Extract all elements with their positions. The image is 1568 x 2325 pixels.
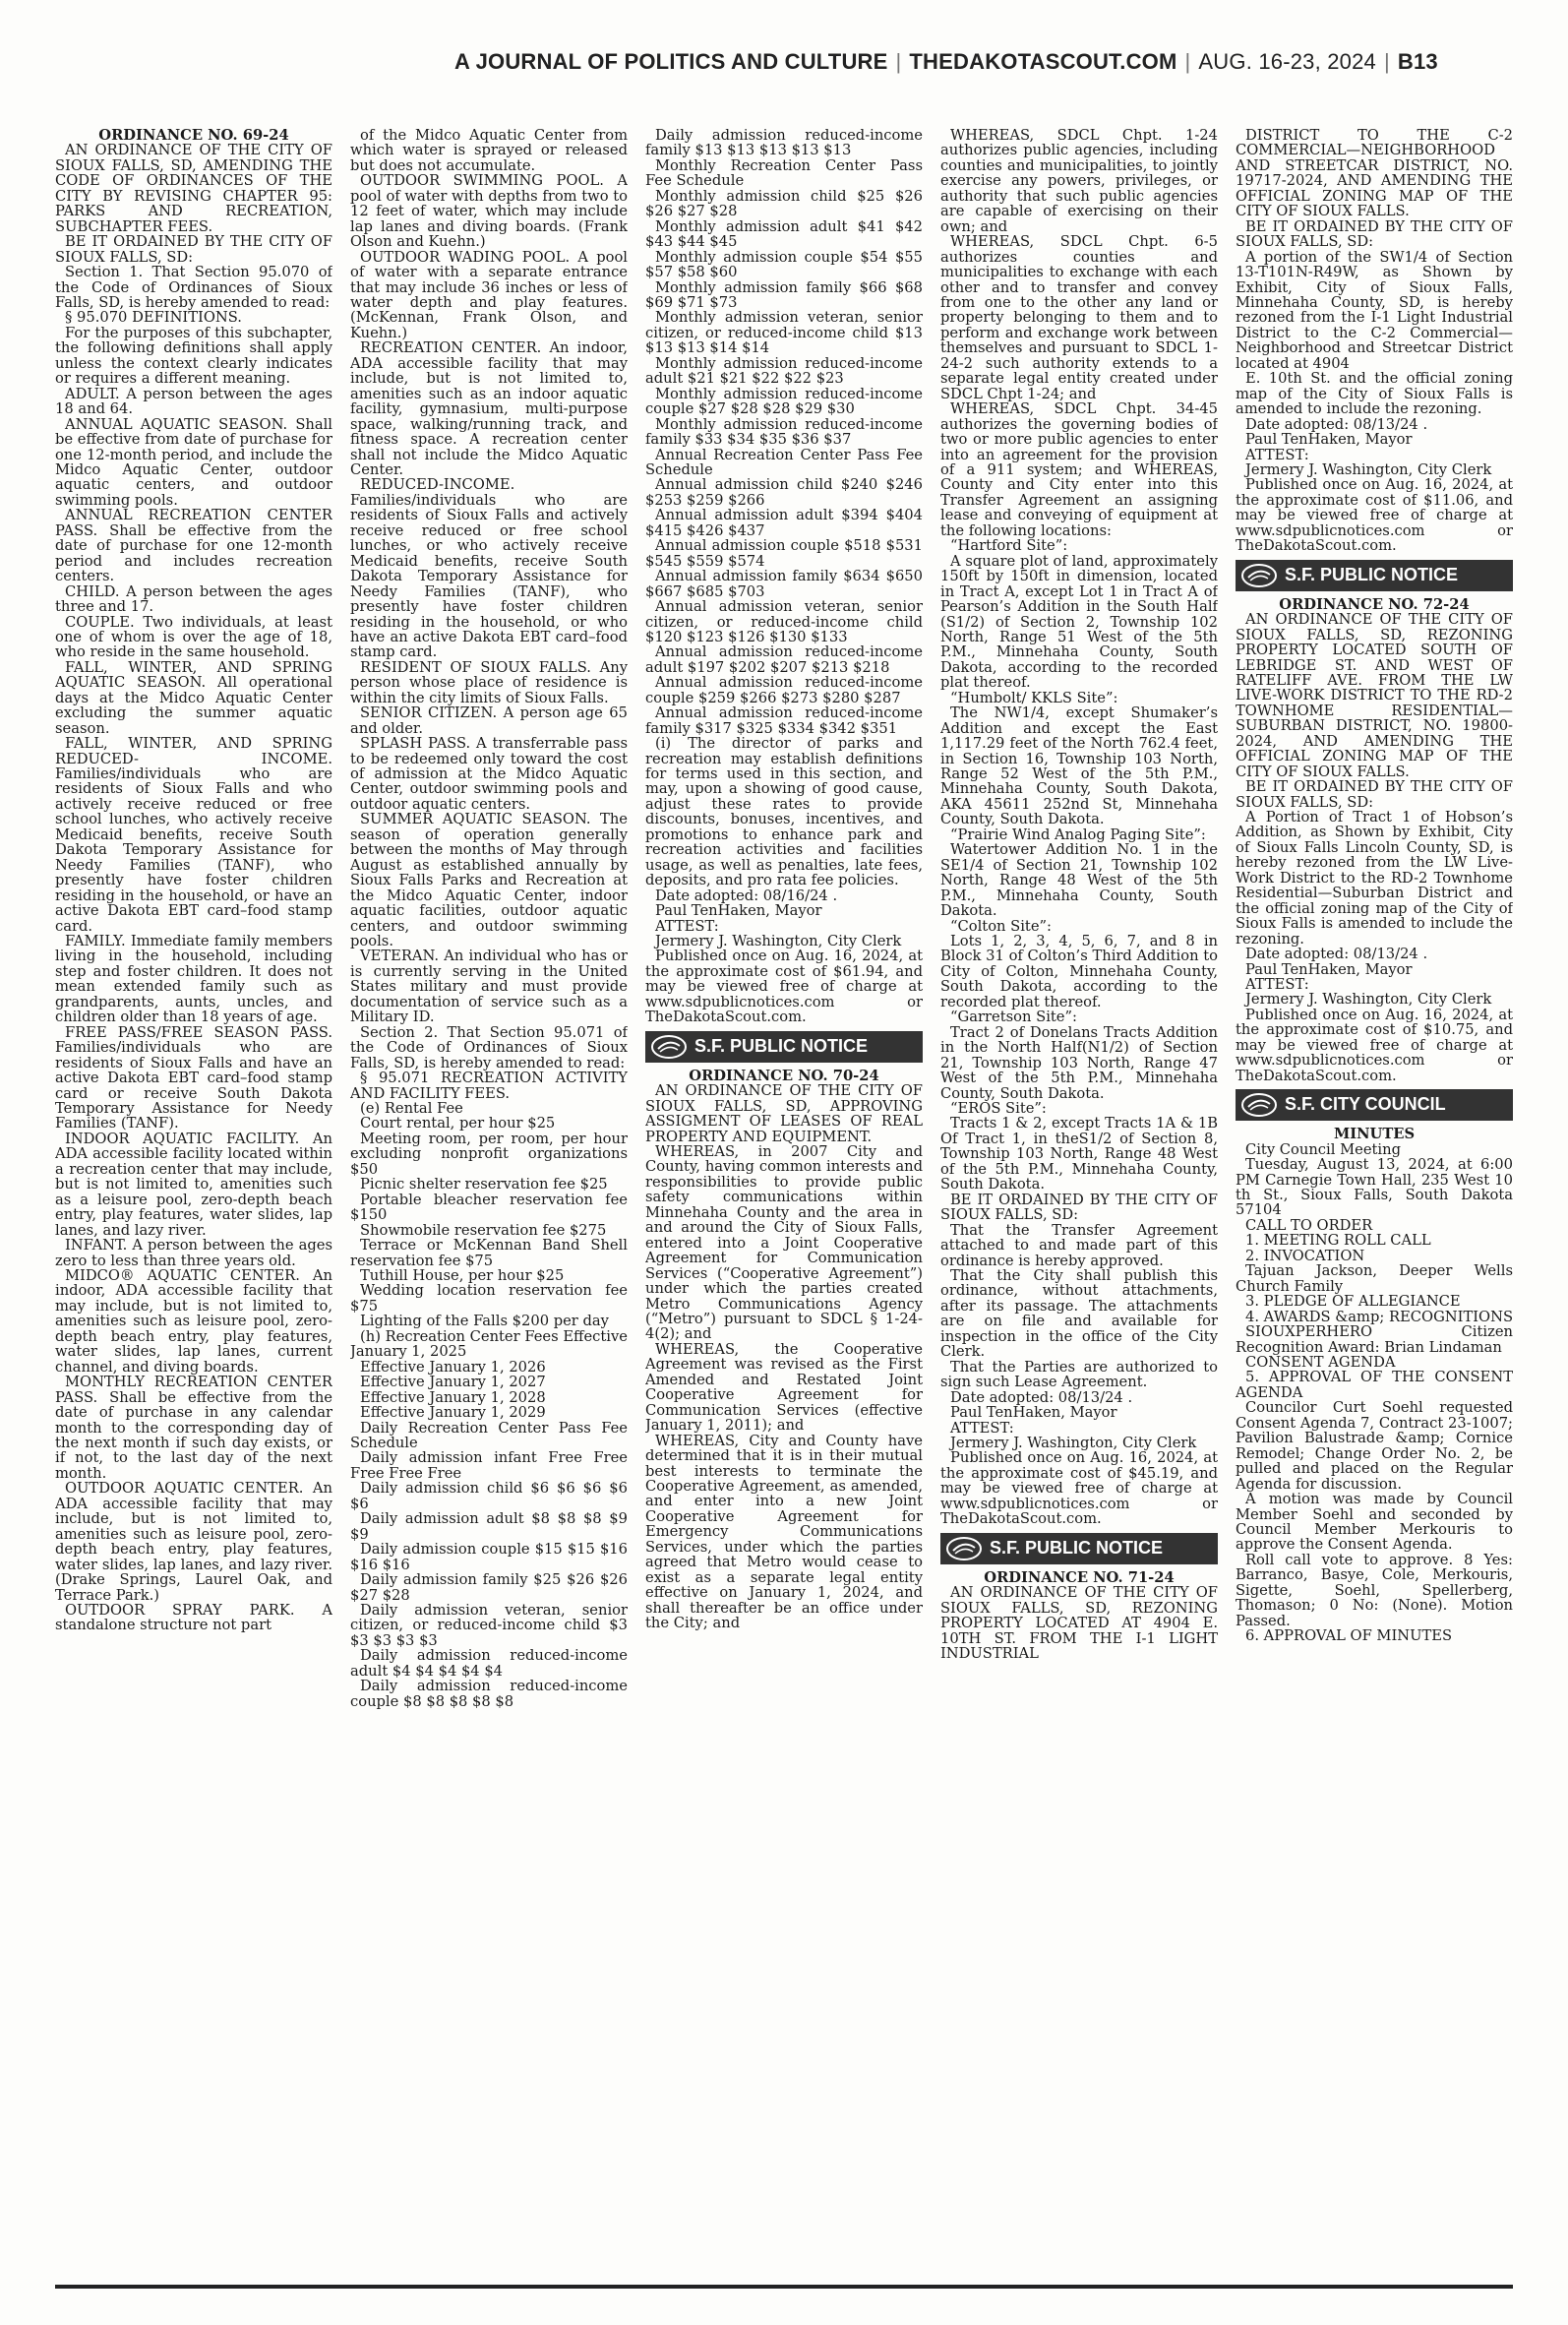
paragraph: SENIOR CITIZEN. A person age 65 and older. <box>350 704 628 737</box>
paragraph: Court rental, per hour $25 <box>360 1115 556 1132</box>
section-heading: ORDINANCE NO. 71-24 <box>984 1568 1175 1586</box>
page-number: B13 <box>1397 49 1438 74</box>
paragraph: Tuthill House, per hour $25 <box>360 1266 565 1284</box>
section-heading: MINUTES <box>1333 1126 1416 1143</box>
paragraph: The NW1/4, except Shumaker’s Addition and except the East 1,117.29 feet of the North 762.4 feet, in Section 16, Township 103 North, Range 52 West of the 5th P.M., Minnehaha County, South Dakota, AKA 45611 252nd St, Minnehaha County, South Dakota. <box>940 704 1218 828</box>
paragraph: Tract 2 of Donelans Tracts Addition in the North Half(N1/2) of Section 21, Township 103 North, Range 47 West of the 5th P.M., Minnehaha County, South Dakota. <box>940 1023 1218 1102</box>
paragraph: Lighting of the Falls $200 per day <box>360 1313 609 1330</box>
paragraph: CHILD. A person between the ages three and 17. <box>55 582 332 616</box>
paragraph: INDOOR AQUATIC FACILITY. An ADA accessible facility located within a recreation center that may include, but is not limited to, amenities such as a leisure pool, zero-depth beach entry, play features, water slides, lap lanes, and lazy river. <box>55 1130 332 1239</box>
paragraph: WHEREAS, SDCL Chpt. 6-5 authorizes counties and municipalities to exchange with each other and to transfer and convey from one to the other any land or property belonging to them and to perform and exchange work between themselves and pursuant to SDCL 1-24-2 such authority extends to a separate legal entity created under SDCL Chpt 1-24; and <box>940 233 1218 402</box>
paragraph: Date adopted: 08/16/24 . <box>655 887 838 904</box>
paragraph: For the purposes of this subchapter, the following definitions shall apply unless the context clearly indicates or requires a different meaning. <box>55 324 332 388</box>
paragraph: CALL TO ORDER <box>1245 1216 1373 1234</box>
paragraph: Councilor Curt Soehl requested Consent Agenda 7, Contract 23-1007; Pavilion Balustrade &amp; Cornice Remodel; Change Order No. 2, be pulled and placed on the Regular Agenda for discussion. <box>1236 1399 1513 1493</box>
seal-logo-icon <box>1239 562 1279 589</box>
paragraph: MONTHLY RECREATION CENTER PASS. Shall be effective from the date of purchase in any calendar month to the corresponding day of the next month if such day exists, or if not, to the last day of the next month. <box>55 1374 332 1482</box>
paragraph: REDUCED-INCOME. Families/individuals who are residents of Sioux Falls and actively receive reduced or free school lunches, or who actively receive Medicaid benefits, receive South Dakota Temporary Assistance for Needy Families (TANF), who presently have foster children residing in the household, or who have an active Dakota EBT card–food stamp card. <box>350 476 628 661</box>
paragraph: ADULT. A person between the ages 18 and 64. <box>55 385 332 418</box>
paragraph: FAMILY. Immediate family members living in the household, including step and foster children. It does not mean extended family such as grandparents, aunts, uncles, and children older than 18 years of age. <box>55 933 332 1026</box>
paragraph: BE IT ORDAINED BY THE CITY OF SIOUX FALLS, SD: <box>1236 217 1513 251</box>
paragraph: WHEREAS, the Cooperative Agreement was revised as the First Amended and Restated Joint Cooperative Agreement for Communication Services (effective January 1, 2011); and <box>645 1340 923 1435</box>
paragraph: FALL, WINTER, AND SPRING REDUCED- INCOME. Families/individuals who are residents of Sioux Falls and who actively receive reduced or free school lunches, who actively receive Medicaid benefits, receive South Dakota Temporary Assistance for Needy Families (TANF), who presently have foster children residing in the household, or have an active Dakota EBT card–food stamp card. <box>55 735 332 935</box>
paragraph: Annual admission reduced-income adult $197 $202 $207 $213 $218 <box>645 643 923 676</box>
paragraph: INFANT. A person between the ages zero to less than three years old. <box>55 1237 332 1269</box>
paragraph: BE IT ORDAINED BY THE CITY OF SIOUX FALLS, SD: <box>55 233 332 266</box>
paragraph: That the Parties are authorized to sign such Lease Agreement. <box>940 1358 1218 1391</box>
paragraph: ATTEST: <box>655 917 719 935</box>
paragraph: Watertower Addition No. 1 in the SE1/4 of Section 21, Township 102 North, Range 48 West of the 5th P.M., Minnehaha County, South Dakota. <box>940 841 1218 920</box>
paragraph: COUPLE. Two individuals, at least one of whom is over the age of 18, who reside in the same household. <box>55 613 332 661</box>
paragraph: AN ORDINANCE OF THE CITY OF SIOUX FALLS, SD, REZONING PROPERTY LOCATED SOUTH OF LEBRIDGE ST. AND WEST OF RATELIFF AVE. FROM THE LW LIVE-WORK DISTRICT TO THE RD-2 TOWNHOME RESIDENTIAL—SUBURBAN DISTRICT, NO. 19800-2024, AND AMENDING THE OFFICIAL ZONING MAP OF THE CITY OF SIOUX FALLS. <box>1236 611 1513 780</box>
banner-label: S.F. PUBLIC NOTICE <box>990 1537 1164 1558</box>
paragraph: Lots 1, 2, 3, 4, 5, 6, 7, and 8 in Block 31 of Colton’s Third Addition to City of Colton, Minnehaha County, South Dakota, according to the recorded plat thereof. <box>940 933 1218 1010</box>
paragraph: 2. INVOCATION <box>1245 1247 1365 1264</box>
paragraph: Tajuan Jackson, Deeper Wells Church Family <box>1236 1262 1513 1295</box>
paragraph: That the City shall publish this ordinance, without attachments, after its passage. The attachments are on file and available for inspection in the office of the City Clerk. <box>940 1266 1218 1361</box>
paragraph: SUMMER AQUATIC SEASON. The season of operation generally between the months of May through August as established annually by Sioux Falls Parks and Recreation at the Midco Aquatic Center, indoor aquatic facilities, outdoor aquatic centers, and outdoor swimming pools. <box>350 811 628 950</box>
paragraph: MIDCO® AQUATIC CENTER. An indoor, ADA accessible facility that may include, but is not limited to, amenities such as leisure pool, zero-depth beach entry, play features, water slides, lap lanes, current channel, and diving boards. <box>55 1266 332 1376</box>
paragraph: Jermery J. Washington, City Clerk <box>950 1434 1197 1451</box>
page-header: A JOURNAL OF POLITICS AND CULTURE | THEDAKOTASCOUT.COM | AUG. 16-23, 2024 | B13 <box>454 49 1438 74</box>
seal-logo-icon <box>944 1535 984 1562</box>
paragraph: Annual admission reduced-income couple $259 $266 $273 $280 $287 <box>645 674 923 706</box>
paragraph: OUTDOOR AQUATIC CENTER. An ADA accessible facility that may include, but is not limited to, amenities such as leisure pool, zero-depth beach entry, play features, water slides, lap lanes, and lazy river. (Drake Springs, Laurel Oak, and Terrace Park.) <box>55 1480 332 1604</box>
public-notice-banner <box>645 1031 923 1063</box>
paragraph: Jermery J. Washington, City Clerk <box>1245 991 1492 1009</box>
paragraph: ANNUAL RECREATION CENTER PASS. Shall be effective from the date of purchase for one 12-month period and includes recreation centers. <box>55 507 332 585</box>
paragraph: Date adopted: 08/13/24 . <box>1245 946 1428 963</box>
paragraph: “Colton Site”: <box>950 917 1052 935</box>
paragraph: “EROS Site”: <box>950 1100 1047 1117</box>
paragraph: § 95.070 DEFINITIONS. <box>65 309 242 327</box>
paragraph: Daily admission adult $8 $8 $8 $9 $9 <box>350 1510 628 1543</box>
paragraph: A portion of the SW1/4 of Section 13-T101N-R49W, as Shown by Exhibit, City of Sioux Falls, Minnehaha County, SD, is hereby rezoned from the I-1 Light Industrial District to the C-2 Commercial—Neighborhood and Streetcar District located at 4904 <box>1236 248 1513 372</box>
paragraph: RECREATION CENTER. An indoor, ADA accessible facility that may include, but is not limited to, amenities such as an indoor aquatic facility, gymnasium, multi-purpose space, walking/running track, and fitness space. A recreation center shall not include the Midco Aquatic Center. <box>350 339 628 478</box>
paragraph: Annual admission couple $518 $531 $545 $559 $574 <box>645 537 923 570</box>
paragraph: 4. AWARDS &amp; RECOGNITIONS <box>1245 1308 1513 1325</box>
paragraph: Published once on Aug. 16, 2024, at the approximate cost of $45.19, and may be viewed free of charge at www.sdpublicnotices.com or TheDakotaScout.com. <box>940 1449 1218 1528</box>
section-heading: ORDINANCE NO. 72-24 <box>1279 595 1470 613</box>
paragraph: Effective January 1, 2027 <box>360 1374 546 1391</box>
paragraph: SIOUXPERHERO Citizen Recognition Award: Brian Lindaman <box>1236 1323 1513 1356</box>
paragraph: Monthly admission adult $41 $42 $43 $44 $45 <box>645 217 923 251</box>
paragraph: ATTEST: <box>950 1419 1014 1437</box>
paragraph: Daily admission family $25 $26 $26 $27 $28 <box>350 1571 628 1604</box>
paragraph: AN ORDINANCE OF THE CITY OF SIOUX FALLS, SD, APPROVING ASSIGMENT OF LEASES OF REAL PROPERTY AND EQUIPMENT. <box>645 1082 923 1145</box>
paragraph: “Prairie Wind Analog Paging Site”: <box>950 826 1206 843</box>
paragraph: Meeting room, per room, per hour excluding nonprofit organizations $50 <box>350 1130 628 1178</box>
paragraph: Annual admission adult $394 $404 $415 $426 $437 <box>645 507 923 539</box>
site-link[interactable]: THEDAKOTASCOUT.COM <box>909 49 1177 74</box>
column-5 <box>1236 128 1513 2275</box>
paragraph: Monthly admission couple $54 $55 $57 $58 $60 <box>645 248 923 281</box>
column-3 <box>645 128 923 2275</box>
paragraph: Daily admission couple $15 $15 $16 $16 $16 <box>350 1541 628 1573</box>
paragraph: BE IT ORDAINED BY THE CITY OF SIOUX FALLS, SD: <box>940 1191 1218 1224</box>
paragraph: Monthly Recreation Center Pass Fee Schedule <box>645 156 923 190</box>
paragraph: A Portion of Tract 1 of Hobson’s Addition, as Shown by Exhibit, City of Sioux Falls Lincoln County, SD, is hereby rezoned from the LW Live-Work District to the RD-2 Townhome Residential—Suburban District and the official zoning map of the City of Sioux Falls is amended to include the rezoning. <box>1236 809 1513 948</box>
paragraph: Published once on Aug. 16, 2024, at the approximate cost of $10.75, and may be viewed free of charge at www.sdpublicnotices.com or TheDakotaScout.com. <box>1236 1006 1513 1084</box>
publication-name: A JOURNAL OF POLITICS AND CULTURE <box>454 49 888 74</box>
paragraph: Monthly admission veteran, senior citizen, or reduced-income child $13 $13 $13 $14 $14 <box>645 309 923 357</box>
banner-label: S.F. PUBLIC NOTICE <box>694 1036 869 1056</box>
paragraph: Monthly admission reduced-income adult $21 $21 $22 $22 $23 <box>645 354 923 388</box>
paragraph: 6. APPROVAL OF MINUTES <box>1245 1627 1453 1645</box>
paragraph: Tracts 1 & 2, except Tracts 1A & 1B Of Tract 1, in theS1/2 of Section 8, Township 103 North, Range 48 West of the 5th P.M., Minnehaha County, South Dakota. <box>940 1115 1218 1193</box>
paragraph: RESIDENT OF SIOUX FALLS. Any person whose place of residence is within the city limits of Sioux Falls. <box>350 658 628 706</box>
paragraph: Daily admission reduced-income family $13 $13 $13 $13 $13 <box>645 128 923 159</box>
paragraph: Effective January 1, 2029 <box>360 1404 546 1422</box>
paragraph: Annual admission family $634 $650 $667 $685 $703 <box>645 568 923 600</box>
paragraph: Monthly admission reduced-income couple $27 $28 $28 $29 $30 <box>645 385 923 418</box>
paragraph: Daily admission infant Free Free Free Free Free <box>350 1449 628 1482</box>
paragraph: Date adopted: 08/13/24 . <box>950 1388 1133 1406</box>
paragraph: “Humbolt/ KKLS Site”: <box>950 689 1118 706</box>
section-heading: ORDINANCE NO. 69-24 <box>98 128 289 144</box>
seal-logo-icon <box>649 1033 689 1061</box>
paragraph: E. 10th St. and the official zoning map of the City of Sioux Falls is amended to include the rezoning. <box>1236 370 1513 418</box>
paragraph: ANNUAL AQUATIC SEASON. Shall be effective from date of purchase for one 12-month period, and include the Midco Aquatic Center, outdoor aquatic centers, and outdoor swimming pools. <box>55 415 332 509</box>
article-columns <box>55 128 1513 2275</box>
paragraph: OUTDOOR SPRAY PARK. A standalone structure not part <box>55 1601 332 1634</box>
paragraph: A motion was made by Council Member Soehl and seconded by Council Member Merkouris to approve the Consent Agenda. <box>1236 1491 1513 1554</box>
paragraph: Effective January 1, 2028 <box>360 1388 546 1406</box>
paragraph: OUTDOOR WADING POOL. A pool of water with a separate entrance that may include 36 inches or less of water depth and play features. (McKennan, Frank Olson, and Kuehn.) <box>350 248 628 341</box>
bottom-rule <box>55 2285 1513 2289</box>
paragraph: Date adopted: 08/13/24 . <box>1245 415 1428 433</box>
paragraph: 5. APPROVAL OF THE CONSENT AGENDA <box>1236 1369 1513 1401</box>
paragraph: Monthly admission family $66 $68 $69 $71 $73 <box>645 278 923 311</box>
paragraph: 1. MEETING ROLL CALL <box>1245 1232 1431 1250</box>
paragraph: Annual admission veteran, senior citizen, or reduced-income child $120 $123 $126 $130 $133 <box>645 598 923 645</box>
paragraph: Annual admission child $240 $246 $253 $259 $266 <box>645 476 923 509</box>
paragraph: Monthly admission child $25 $26 $26 $27 $28 <box>645 187 923 220</box>
issue-date: AUG. 16-23, 2024 <box>1198 49 1376 74</box>
paragraph: VETERAN. An individual who has or is currently serving in the United States military and must provide documentation of service such as a Military ID. <box>350 948 628 1026</box>
paragraph: Paul TenHaken, Mayor <box>1245 431 1413 449</box>
banner-label: S.F. PUBLIC NOTICE <box>1285 564 1459 584</box>
paragraph: “Hartford Site”: <box>950 537 1068 555</box>
paragraph: WHEREAS, City and County have determined that it is in their mutual best interests to terminate the Cooperative Agreement, as amended, and enter into a new Joint Cooperative Agreement for Emergency Communications Services, under which the parties agreed that Metro would cease to exist as a separate legal entity effective on January 1, 2024, and shall thereafter be an office under the City; and <box>645 1432 923 1632</box>
column-4 <box>940 128 1218 2275</box>
paragraph: Section 1. That Section 95.070 of the Code of Ordinances of Sioux Falls, SD, is hereby amended to read: <box>55 264 332 311</box>
public-notice-banner <box>1236 560 1513 591</box>
paragraph: CONSENT AGENDA <box>1245 1353 1396 1371</box>
paragraph: Daily admission child $6 $6 $6 $6 $6 <box>350 1480 628 1512</box>
paragraph: DISTRICT TO THE C-2 COMMERCIAL—NEIGHBORHOOD AND STREETCAR DISTRICT, NO. 19717-2024, AND AMENDING THE OFFICIAL ZONING MAP OF THE CITY OF SIOUX FALLS. <box>1236 128 1513 220</box>
column-2 <box>350 128 628 2275</box>
paragraph: Jermery J. Washington, City Clerk <box>1245 460 1492 478</box>
paragraph: Published once on Aug. 16, 2024, at the approximate cost of $61.94, and may be viewed free of charge at www.sdpublicnotices.com or TheDakotaScout.com. <box>645 948 923 1026</box>
paragraph: Showmobile reservation fee $275 <box>360 1221 607 1239</box>
paragraph: FALL, WINTER, AND SPRING AQUATIC SEASON. All operational days at the Midco Aquatic Center excluding the summer aquatic season. <box>55 658 332 737</box>
paragraph: 3. PLEDGE OF ALLEGIANCE <box>1245 1293 1461 1311</box>
paragraph: Annual admission reduced-income family $317 $325 $334 $342 $351 <box>645 704 923 737</box>
paragraph: Picnic shelter reservation fee $25 <box>360 1176 608 1193</box>
paragraph: Jermery J. Washington, City Clerk <box>655 933 902 950</box>
paragraph: WHEREAS, SDCL Chpt. 1-24 authorizes public agencies, including counties and municipalities, to jointly exercise any powers, privileges, or authority that such public agencies are capable of exercising on their own; and <box>940 128 1218 235</box>
paragraph: Daily admission veteran, senior citizen, or reduced-income child $3 $3 $3 $3 $3 <box>350 1601 628 1649</box>
section-heading: ORDINANCE NO. 70-24 <box>689 1067 879 1084</box>
paragraph: ATTEST: <box>1245 976 1309 994</box>
paragraph: Tuesday, August 13, 2024, at 6:00 PM Carnegie Town Hall, 235 West 10 th St., Sioux Falls, South Dakota 57104 <box>1236 1156 1513 1219</box>
paragraph: Terrace or McKennan Band Shell reservation fee $75 <box>350 1237 628 1269</box>
city-council-banner <box>1236 1089 1513 1121</box>
paragraph: ATTEST: <box>1245 446 1309 463</box>
banner-label: S.F. CITY COUNCIL <box>1285 1094 1446 1115</box>
paragraph: § 95.071 RECREATION ACTIVITY AND FACILITY FEES. <box>350 1070 628 1102</box>
paragraph: That the Transfer Agreement attached to and made part of this ordinance is hereby approved. <box>940 1221 1218 1269</box>
paragraph: AN ORDINANCE OF THE CITY OF SIOUX FALLS, SD, REZONING PROPERTY LOCATED AT 4904 E. 10TH ST. FROM THE I-1 LIGHT INDUSTRIAL <box>940 1584 1218 1662</box>
paragraph: Portable bleacher reservation fee $150 <box>350 1191 628 1224</box>
paragraph: City Council Meeting <box>1245 1140 1401 1158</box>
paragraph: WHEREAS, SDCL Chpt. 34-45 authorizes the governing bodies of two or more public agencies to enter into an agreement for the provision of a 911 system; and WHEREAS, County and City enter into this Transfer Agreement an assigning lease and conveying of equipment at the following locations: <box>940 400 1218 539</box>
paragraph: Wedding location reservation fee $75 <box>350 1282 628 1315</box>
paragraph: OUTDOOR SWIMMING POOL. A pool of water with depths from two to 12 feet of water, which may include lap lanes and diving boards. (Frank Olson and Kuehn.) <box>350 172 628 251</box>
paragraph: Roll call vote to approve. 8 Yes: Barranco, Basye, Cole, Merkouris, Sigette, Soehl, Spellerberg, Thomason; 0 No: (None). Motion Passed. <box>1236 1551 1513 1629</box>
paragraph: (h) Recreation Center Fees Effective January 1, 2025 <box>350 1327 628 1361</box>
paragraph: “Garretson Site”: <box>950 1009 1077 1026</box>
paragraph: FREE PASS/FREE SEASON PASS. Families/individuals who are residents of Sioux Falls and have an active Dakota EBT card–food stamp card or receive South Dakota Temporary Assistance for Needy Families (TANF). <box>55 1023 332 1132</box>
seal-logo-icon <box>1239 1091 1279 1119</box>
public-notice-banner <box>940 1533 1218 1564</box>
paragraph: Effective January 1, 2026 <box>360 1358 546 1376</box>
paragraph: AN ORDINANCE OF THE CITY OF SIOUX FALLS, SD, AMENDING THE CODE OF ORDINANCES OF THE CITY BY REVISING CHAPTER 95: PARKS AND RECREATION, SUBCHAPTER FEES. <box>55 142 332 235</box>
column-1 <box>55 128 332 2275</box>
paragraph: Monthly admission reduced-income family $33 $34 $35 $36 $37 <box>645 415 923 449</box>
paragraph: WHEREAS, in 2007 City and County, having common interests and responsibilities to provide public safety communications within Minnehaha County and the area in and around the City of Sioux Falls, entered into a Joint Cooperative Agreement for Communication Services (“Cooperative Agreement”) under which the parties created Metro Communications Agency (“Metro”) pursuant to SDCL § 1-24-4(2); and <box>645 1143 923 1343</box>
paragraph: Daily admission reduced-income couple $8 $8 $8 $8 $8 <box>350 1678 628 1710</box>
paragraph: Daily admission reduced-income adult $4 $4 $4 $4 $4 <box>350 1647 628 1680</box>
paragraph: Annual Recreation Center Pass Fee Schedule <box>645 446 923 478</box>
paragraph: A square plot of land, approximately 150ft by 150ft in dimension, located in Tract A, except Lot 1 in Tract A of Pearson’s Addition in the South Half (S1/2) of Section 2, Township 102 North, Range 51 West of the 5th P.M., Minnehaha County, South Dakota, according to the recorded plat thereof. <box>940 552 1218 692</box>
paragraph: Paul TenHaken, Mayor <box>1245 960 1413 978</box>
paragraph: SPLASH PASS. A transferrable pass to be redeemed only toward the cost of admission at the Midco Aquatic Center, outdoor swimming pools and outdoor aquatic centers. <box>350 735 628 813</box>
paragraph: (e) Rental Fee <box>360 1100 463 1117</box>
paragraph: Published once on Aug. 16, 2024, at the approximate cost of $11.06, and may be viewed free of charge at www.sdpublicnotices.com or TheDakotaScout.com. <box>1236 476 1513 555</box>
paragraph: of the Midco Aquatic Center from which water is sprayed or released but does not accumulate. <box>350 128 628 174</box>
paragraph: BE IT ORDAINED BY THE CITY OF SIOUX FALLS, SD: <box>1236 778 1513 811</box>
paragraph: (i) The director of parks and recreation may establish definitions for terms used in this section, and may, upon a showing of good cause, adjust these rates to provide discounts, bonuses, incentives, and promotions to enhance park and recreation activities and facilities usage, as well as penalties, late fees, deposits, and pro rata fee policies. <box>645 735 923 889</box>
paragraph: Paul TenHaken, Mayor <box>950 1404 1117 1422</box>
paragraph: Section 2. That Section 95.071 of the Code of Ordinances of Sioux Falls, SD, is hereby amended to read: <box>350 1023 628 1071</box>
paragraph: Daily Recreation Center Pass Fee Schedule <box>350 1419 628 1451</box>
paragraph: Paul TenHaken, Mayor <box>655 902 822 920</box>
